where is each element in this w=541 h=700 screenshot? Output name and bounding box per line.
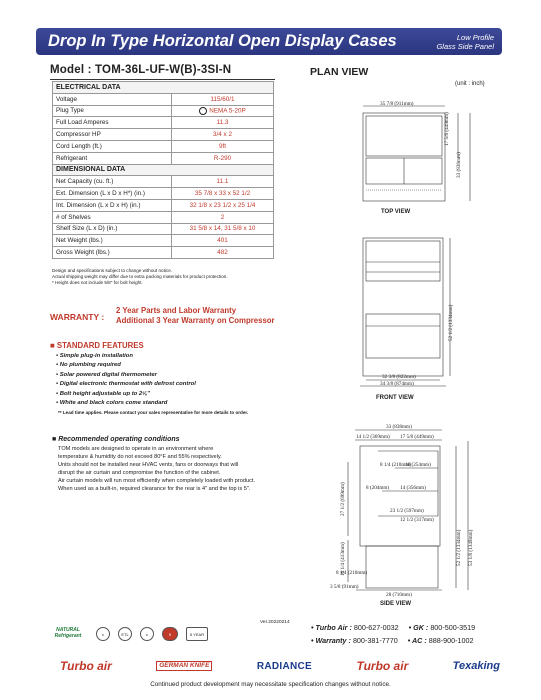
dim-side-o: 12 1/2 (317mm)	[400, 517, 434, 523]
front-view-grille	[366, 314, 440, 358]
dim-side-f: 14 (356mm)	[400, 485, 426, 491]
side-view-shelf	[378, 451, 438, 516]
title-banner	[36, 28, 502, 55]
table-row	[53, 211, 274, 223]
dim-front-width2: 34 3/8 (874mm)	[380, 381, 414, 387]
side-view-label: SIDE VIEW	[380, 601, 412, 607]
table-row	[53, 223, 274, 235]
plug-type-value: NEMA 5-20P	[209, 107, 246, 115]
warranty-line: 2 Year Parts and Labor Warranty	[116, 306, 237, 315]
row-label: Cord Length (ft.)	[53, 140, 172, 152]
plan-view-title: PLAN VIEW	[310, 66, 369, 78]
table-row	[53, 188, 274, 200]
natural-refrigerant-logo: NATURAL Refrigerant	[54, 627, 82, 639]
row-value: 9ft	[172, 140, 274, 152]
contact-row	[311, 622, 475, 635]
text-line: Units should not be installed near HVAC vents, fans or doorways that will	[58, 461, 239, 468]
dim-top-depth1: 17 5/8 (449mm)	[444, 112, 450, 146]
side-view-upper	[360, 446, 440, 546]
row-label: Refrigerant	[53, 152, 172, 164]
table-row	[53, 199, 274, 211]
plug-icon	[199, 107, 207, 115]
dim-side-l: 28 (710mm)	[386, 592, 412, 598]
text-line: Air curtain models will run most efficiently when completely loaded with product.	[58, 477, 256, 484]
row-label: Full Load Amperes	[53, 117, 172, 129]
table-row	[53, 129, 274, 141]
dim-side-e: 8 (204mm)	[366, 485, 390, 491]
warranty-line: Additional 3 Year Warranty on Compressor	[116, 315, 275, 325]
contact-phone: 800-627-0032	[353, 623, 399, 632]
brand-logos	[60, 659, 500, 673]
standard-features-list	[56, 352, 196, 408]
row-value: R-290	[172, 152, 274, 164]
contact-key: • GK :	[408, 623, 429, 632]
page-title: Drop In Type Horizontal Open Display Cases	[48, 32, 397, 50]
table-row	[53, 117, 274, 129]
dim-side-m: 52 1/2 (1334mm)	[456, 529, 462, 566]
row-label: Voltage	[53, 93, 172, 105]
warranty-label: WARRANTY :	[50, 312, 105, 322]
contact-key: • Turbo Air :	[311, 623, 352, 632]
banner-subtitle	[436, 33, 494, 51]
dim-side-g: 27 1/2 (699mm)	[340, 482, 346, 516]
contact-key: • AC :	[407, 635, 427, 645]
version-label: Ver.20220214	[260, 620, 290, 625]
row-value: 115/60/1	[172, 93, 274, 105]
table-row	[53, 235, 274, 247]
bullet-icon: ■	[52, 436, 59, 443]
row-label: Int. Dimension (L x D x H) (in.)	[53, 199, 172, 211]
plan-drawings	[300, 96, 500, 616]
banner-sub2: Glass Side Panel	[436, 41, 494, 51]
dim-side-i: 16 1/4 (413mm)	[340, 542, 346, 576]
row-value: 11.1	[172, 176, 274, 188]
row-label: Gross Weight (lbs.)	[53, 247, 172, 259]
row-value: 32 1/8 x 23 1/2 x 25 1/4	[172, 199, 274, 211]
text-line: temperature & humidity do not exceed 80°F and 55% respectively.	[58, 453, 222, 460]
brand-logo: RADIANCE	[256, 660, 313, 672]
row-value: 35 7/8 x 33 x 52 1/2	[172, 188, 274, 200]
dim-side-j: 8 1/4 (210mm)	[336, 570, 368, 576]
top-view-upper	[366, 116, 442, 156]
brand-logo: GERMAN KNIFE	[156, 661, 212, 671]
row-value: 401	[172, 235, 274, 247]
note-line: * Height does not include 5/8" for bolt height.	[52, 280, 143, 286]
recommended-body	[58, 446, 286, 493]
front-view-label: FRONT VIEW	[376, 395, 414, 401]
list-item: • Bolt height adjustable up to 2⅝"	[56, 390, 150, 397]
dim-side-d: 8 1/4 (210mm)	[380, 462, 412, 468]
contact-row	[311, 635, 475, 648]
standard-features-title	[50, 341, 144, 350]
row-value: 11.3	[172, 117, 274, 129]
row-value: 2	[172, 211, 274, 223]
dim-side-h: 23 1/2 (597mm)	[390, 508, 424, 514]
dim-top-width: 35 7/8 (911mm)	[380, 101, 414, 107]
dim-side-a: 14 1/2 (369mm)	[356, 434, 390, 440]
dim-side-c: 10 (254mm)	[405, 462, 431, 468]
model-divider	[50, 79, 275, 80]
table-row	[53, 140, 274, 152]
brand-logo: Turbo air	[60, 659, 112, 673]
bullet-icon: ■	[50, 341, 57, 350]
text-line: When used as a built-in, required clearance for the rear is 4" and the top is 5".	[58, 485, 251, 492]
row-label: Shelf Size (L x D) (in.)	[53, 223, 172, 235]
row-label: Net Capacity (cu. ft.)	[53, 176, 172, 188]
text-line: TOM models are designed to operate in an environment where	[58, 446, 214, 452]
row-label: Ext. Dimension (L x D x H*) (in.)	[53, 188, 172, 200]
etl-logo-icon: c	[96, 627, 110, 641]
banner-sub1: Low Profile	[456, 32, 494, 42]
table-row	[53, 105, 274, 117]
spec-table	[52, 81, 274, 259]
contact-phone: 800-381-7770	[352, 635, 398, 645]
footer-note: Continued product development may necessitate specification changes without notice.	[150, 681, 391, 688]
row-value	[172, 105, 274, 117]
unit-label: (unit : inch)	[455, 81, 485, 87]
dimensional-heading: DIMENSIONAL DATA	[53, 164, 274, 176]
table-row	[53, 247, 274, 259]
dim-side-depth: 33 (838mm)	[386, 424, 412, 430]
side-view-base	[366, 546, 438, 588]
front-view-outline	[363, 238, 443, 376]
compressor-warranty-badge: 5 YEAR	[186, 627, 208, 641]
recommended-title-text: Recommended operating conditions	[58, 436, 180, 443]
model-number: Model : TOM-36L-UF-W(B)-3SI-N	[50, 64, 232, 76]
dim-front-width1: 32 3/8 (822mm)	[382, 374, 416, 380]
contact-key: • Warranty :	[311, 635, 351, 645]
intertek-logo-icon: c	[140, 627, 154, 641]
text-line: disrupt the air curtain and compromise the function of the cabinet.	[58, 469, 221, 476]
top-view-outline	[363, 113, 445, 201]
dim-side-k: 3 5/8 (91mm)	[330, 584, 359, 590]
row-value: 3/4 x 2	[172, 129, 274, 141]
list-item: • Simple plug-in installation	[56, 353, 134, 359]
electrical-heading: ELECTRICAL DATA	[53, 82, 274, 94]
row-label: # of Shelves	[53, 211, 172, 223]
table-row	[53, 152, 274, 164]
note-line: Design and specifications subject to change without notice.	[52, 268, 173, 273]
row-label: Net Weight (lbs.)	[53, 235, 172, 247]
row-label: Plug Type	[53, 105, 172, 117]
dim-side-n: 53 1/8 (1349mm)	[468, 529, 474, 566]
list-item: • Digital electronic thermostat with defrost control	[56, 381, 196, 388]
dim-top-depth2: 33 (838mm)	[456, 152, 462, 178]
warranty-year-badge: 5 YEAR	[162, 627, 178, 641]
contact-phone: 800-500-3519	[430, 623, 476, 632]
lead-time-note: ** Lead time applies. Please contact your sales representative for more details to order.	[58, 410, 249, 415]
spec-notes	[52, 268, 228, 287]
row-value: 482	[172, 247, 274, 259]
contact-phone: 888-900-1002	[428, 635, 474, 645]
list-item: • White and black colors come standard	[56, 400, 168, 407]
warranty-values	[116, 306, 306, 325]
row-label: Compressor HP	[53, 129, 172, 141]
note-line: Actual shipping weight may differ due to extra packing materials for product protection.	[52, 274, 228, 280]
table-row	[53, 93, 274, 105]
recommended-title	[52, 436, 180, 443]
dim-front-height: 52 1/2 (1334mm)	[448, 304, 454, 341]
contacts	[311, 622, 475, 647]
standard-features-title-text: STANDARD FEATURES	[56, 341, 144, 350]
etl-sanitation-logo-icon: ETL	[118, 627, 132, 641]
row-value: 31 5/8 x 14, 31 5/8 x 10	[172, 223, 274, 235]
brand-logo: Texaking	[452, 660, 500, 672]
list-item: • Solar powered digital thermometer	[56, 371, 157, 378]
dim-side-b: 17 5/8 (449mm)	[400, 434, 434, 440]
table-row	[53, 176, 274, 188]
front-view-upper	[366, 241, 440, 281]
list-item: • No plumbing required	[56, 362, 121, 369]
brand-logo: Turbo air	[356, 659, 409, 673]
top-view-label: TOP VIEW	[381, 209, 411, 215]
